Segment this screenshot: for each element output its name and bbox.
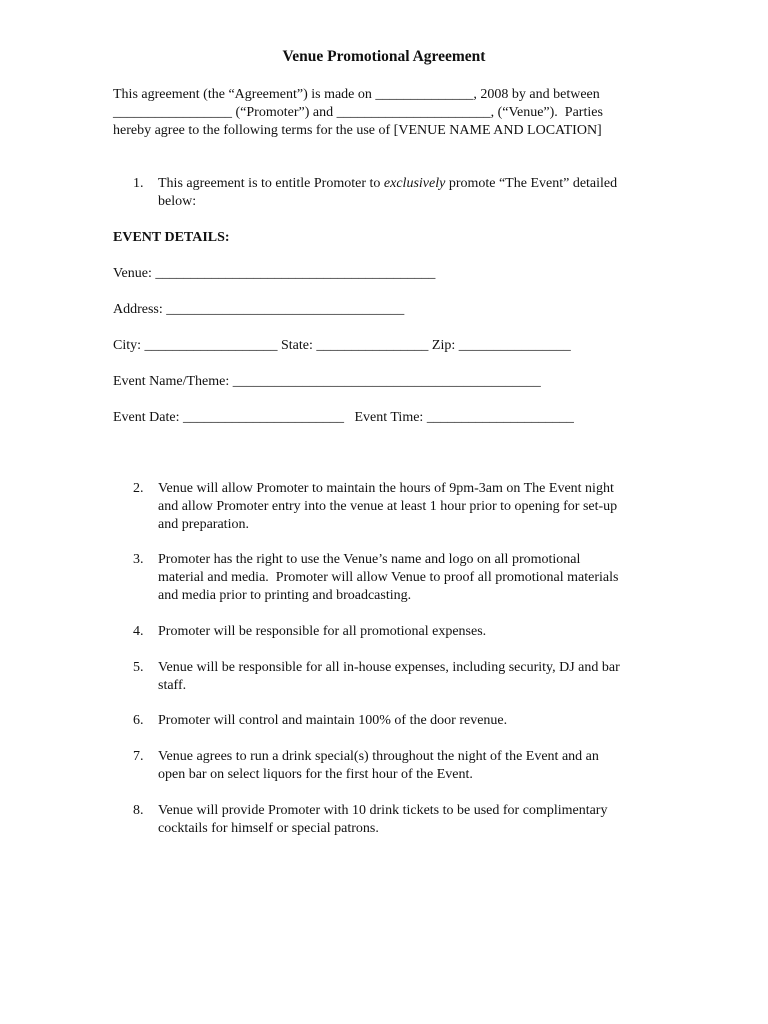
event-date-time-field: Event Date: _______________________ Event Time: _____________________ <box>113 410 574 425</box>
clause-number: 3. <box>133 552 144 567</box>
clause-line: Promoter will be responsible for all promotional expenses. <box>158 624 487 639</box>
clause-7 <box>133 748 663 784</box>
clause-text <box>158 802 663 838</box>
clause-8 <box>133 802 663 838</box>
clause-line: cocktails for himself or special patrons. <box>158 821 379 836</box>
clause-line-start: This agreement is to entitle Promoter to <box>158 176 384 191</box>
intro-line: _________________ (“Promoter”) and ______________________, (“Venue”). Parties <box>113 105 603 120</box>
clause-line: and allow Promoter entry into the venue at least 1 hour prior to opening for set-up <box>158 499 618 514</box>
clause-line: material and media. Promoter will allow Venue to proof all promotional materials <box>158 570 619 585</box>
clause-number: 4. <box>133 624 144 639</box>
clause-line: staff. <box>158 678 187 693</box>
clause-line: Venue agrees to run a drink special(s) throughout the night of the Event and an <box>158 749 599 764</box>
clause-line: Venue will be responsible for all in-house expenses, including security, DJ and bar <box>158 660 620 675</box>
clause-text <box>158 623 663 641</box>
intro-line: This agreement (the “Agreement”) is made on ______________, 2008 by and between <box>113 87 600 102</box>
clause-line: Venue will provide Promoter with 10 drink tickets to be used for complimentary <box>158 803 608 818</box>
address-field: Address: __________________________________ <box>113 302 405 317</box>
clause-number: 7. <box>133 749 144 764</box>
clause-text <box>158 480 663 534</box>
clause-line <box>158 175 663 193</box>
clause-line: open bar on select liquors for the first hour of the Event. <box>158 767 473 782</box>
clause-line-end: promote “The Event” detailed <box>445 176 618 191</box>
clause-text <box>158 175 663 211</box>
clause-number: 2. <box>133 481 144 496</box>
clause-line: below: <box>158 194 197 209</box>
venue-field: Venue: ________________________________________ <box>113 266 436 281</box>
clause-line: Promoter will control and maintain 100% of the door revenue. <box>158 713 508 728</box>
clause-6 <box>133 712 663 730</box>
clause-line: Promoter has the right to use the Venue’s name and logo on all promotional <box>158 552 581 567</box>
clause-number: 1. <box>133 176 144 191</box>
clause-line: and preparation. <box>158 517 249 532</box>
emphasis-text: exclusively <box>383 176 446 191</box>
clause-number: 8. <box>133 803 144 818</box>
clause-3 <box>133 551 663 605</box>
clause-line: Venue will allow Promoter to maintain the hours of 9pm-3am on The Event night <box>158 481 614 496</box>
clause-2 <box>133 480 663 534</box>
clause-text <box>158 712 663 730</box>
clause-4 <box>133 623 663 641</box>
clause-1 <box>133 175 663 211</box>
clause-text <box>158 659 663 695</box>
intro-line: hereby agree to the following terms for the use of [VENUE NAME AND LOCATION] <box>113 123 602 138</box>
intro-paragraph <box>113 86 658 140</box>
clause-line: and media prior to printing and broadcasting. <box>158 588 412 603</box>
city-state-zip-field: City: ___________________ State: ________________ Zip: ________________ <box>113 338 571 353</box>
event-details-heading: EVENT DETAILS: <box>113 230 230 245</box>
clause-text <box>158 748 663 784</box>
event-name-field: Event Name/Theme: ____________________________________________ <box>113 374 541 389</box>
clause-number: 5. <box>133 660 144 675</box>
clause-number: 6. <box>133 713 144 728</box>
document-title: Venue Promotional Agreement <box>282 48 486 65</box>
clause-5 <box>133 659 663 695</box>
clause-text <box>158 551 663 605</box>
